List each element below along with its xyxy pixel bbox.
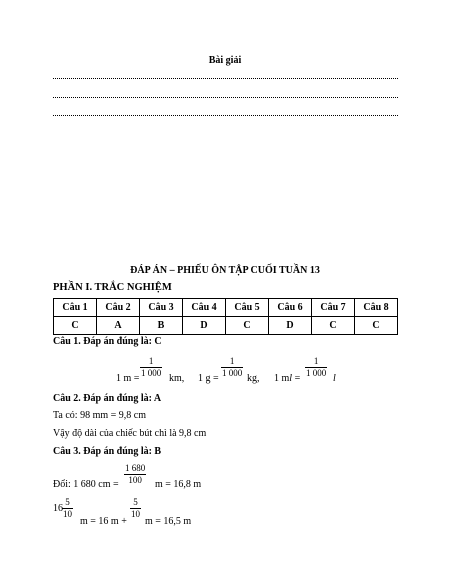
q3-line-1-right: m = 16,8 m (155, 479, 202, 490)
fraction-numerator: 5 (62, 497, 73, 509)
q1-ml-left-b: l (289, 373, 293, 384)
q3-heading: Câu 3. Đáp án đúng là: B (53, 446, 162, 457)
table-header-cell: Câu 7 (312, 299, 355, 317)
q3-line-1-left: Đổi: 1 680 cm = (53, 479, 119, 490)
part1-heading: PHẦN I. TRẮC NGHIỆM (53, 282, 172, 293)
q2-line-1: Ta có: 98 mm = 9,8 cm (53, 410, 146, 421)
table-header-cell: Câu 4 (183, 299, 226, 317)
q1-ml-left-c: = (292, 373, 301, 384)
q3-line-2-mid: m = 16 m + (80, 516, 127, 527)
q3-line-2-whole: 16 (53, 503, 63, 514)
fraction-denominator: 1 000 (222, 368, 243, 378)
q1-ml-left (274, 373, 300, 384)
q1-ml-fraction (305, 356, 327, 379)
answer-key-title: ĐÁP ÁN – PHIẾU ÔN TẬP CUỐI TUẦN 13 (130, 265, 320, 276)
q1-g-fraction (221, 356, 243, 379)
answer-table-answer-row (54, 317, 398, 335)
fraction-denominator: 1 000 (306, 368, 327, 378)
fraction-numerator: 1 (221, 356, 243, 368)
answer-line-1 (53, 78, 398, 79)
fraction-denominator: 100 (128, 475, 142, 485)
q3-line-2-right: m = 16,5 m (145, 516, 192, 527)
q1-g-left: 1 g = (198, 373, 219, 384)
q1-g-unit: kg, (247, 373, 260, 384)
table-answer-cell: C (54, 317, 97, 335)
solution-title: Bài giải (208, 55, 242, 66)
answer-line-2 (53, 97, 398, 98)
fraction-denominator: 10 (131, 509, 140, 519)
fraction-denominator: 1 000 (141, 368, 162, 378)
answer-table (53, 298, 398, 335)
q1-ml-left-a: 1 m (274, 373, 290, 384)
table-answer-cell: D (269, 317, 312, 335)
q2-line-2: Vậy độ dài của chiếc bút chì là 9,8 cm (53, 428, 207, 439)
fraction-numerator: 1 680 (125, 463, 146, 473)
q1-km-unit: km, (169, 373, 185, 384)
answer-table-header-row (54, 299, 398, 317)
fraction-numerator: 1 (140, 356, 162, 368)
fraction-numerator: 1 (305, 356, 327, 368)
table-header-cell: Câu 6 (269, 299, 312, 317)
q3-line-2-fraction-2 (130, 497, 141, 520)
table-answer-cell: C (226, 317, 269, 335)
table-header-cell: Câu 8 (355, 299, 398, 317)
fraction-numerator: 5 (130, 497, 141, 509)
table-answer-cell: B (140, 317, 183, 335)
answer-line-3 (53, 115, 398, 116)
table-header-cell: Câu 3 (140, 299, 183, 317)
q3-line-2-fraction-1 (62, 497, 73, 520)
table-header-cell: Câu 5 (226, 299, 269, 317)
q1-ml-unit: l (333, 373, 336, 384)
fraction-denominator: 10 (63, 509, 72, 519)
q1-km-fraction (140, 356, 162, 379)
q1-heading: Câu 1. Đáp án đúng là: C (53, 336, 162, 347)
table-answer-cell: A (97, 317, 140, 335)
table-header-cell: Câu 1 (54, 299, 97, 317)
q2-heading: Câu 2. Đáp án đúng là: A (53, 393, 162, 404)
table-answer-cell: D (183, 317, 226, 335)
table-header-cell: Câu 2 (97, 299, 140, 317)
table-answer-cell: C (355, 317, 398, 335)
q3-line-1-fraction (124, 463, 146, 486)
table-answer-cell: C (312, 317, 355, 335)
q1-km-left: 1 m = (116, 373, 140, 384)
